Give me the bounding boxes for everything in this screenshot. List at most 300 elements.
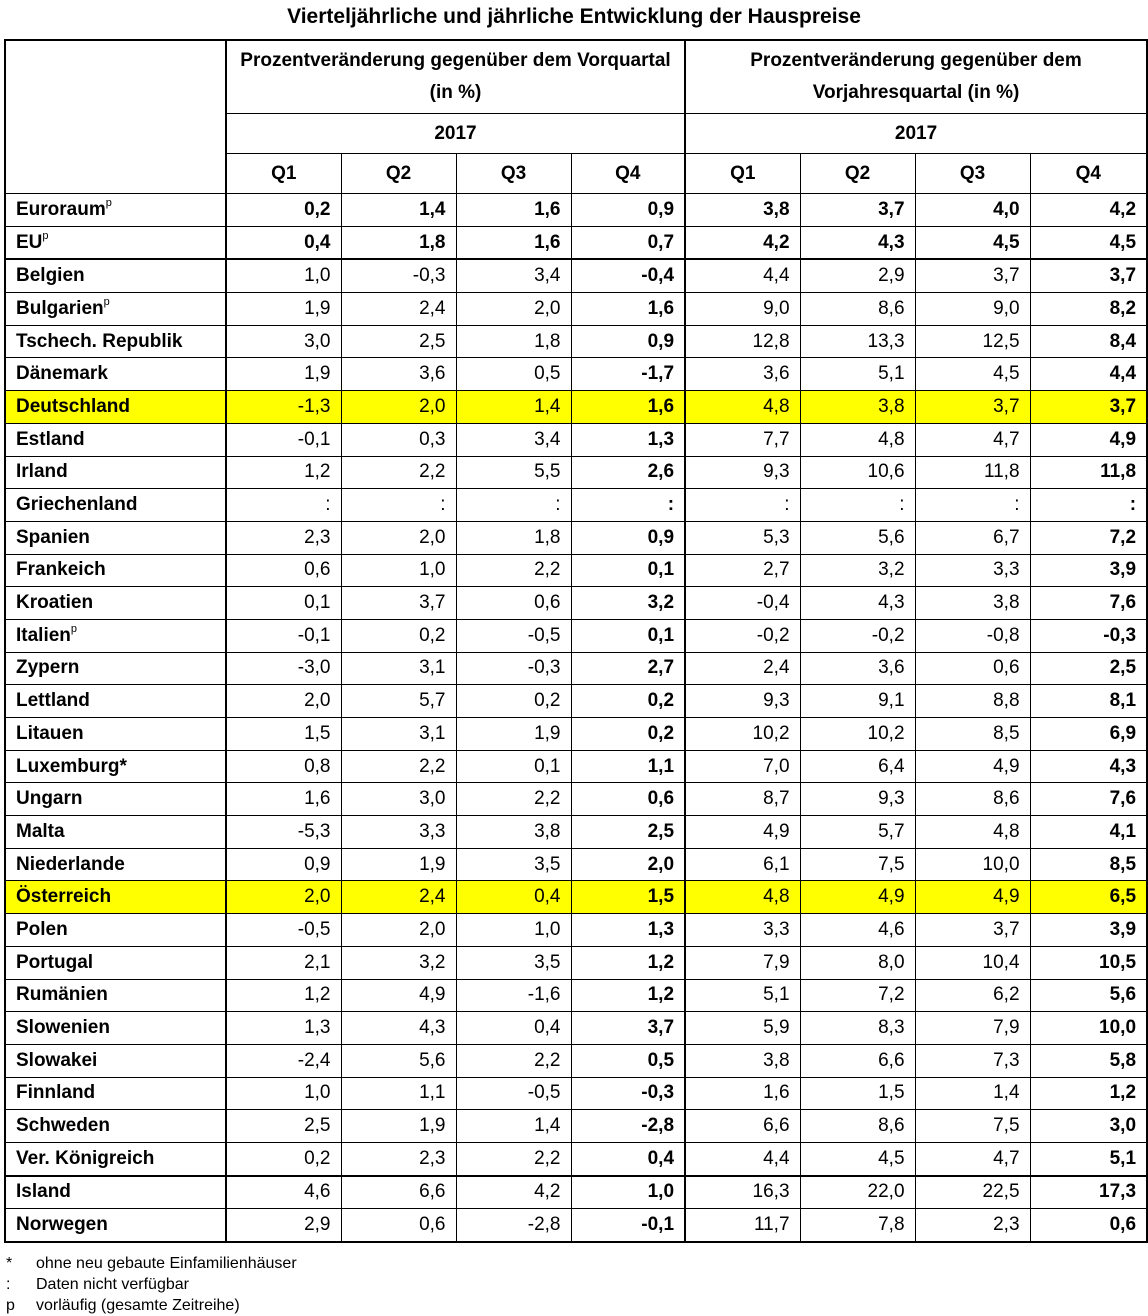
value-cell: 3,1: [341, 652, 456, 685]
value-cell: 6,9: [1030, 718, 1147, 751]
value-cell: 5,3: [685, 521, 800, 554]
footnote-text: Daten nicht verfügbar: [36, 1276, 189, 1293]
footnote-symbol: *: [6, 1255, 13, 1272]
value-cell: 8,6: [915, 783, 1030, 816]
table-row: [5, 816, 1147, 849]
country-name: Slowakei: [16, 1049, 98, 1071]
country-cell: [5, 554, 226, 587]
page-title: Vierteljährliche und jährliche Entwicklung der Hauspreise: [287, 5, 861, 28]
value-cell: 3,4: [456, 259, 571, 292]
value-cell: 10,4: [915, 946, 1030, 979]
value-cell: 2,2: [341, 456, 456, 489]
country-cell: [5, 293, 226, 326]
value-cell: 3,4: [456, 423, 571, 456]
value-cell: 8,5: [915, 718, 1030, 751]
value-cell: -1,3: [226, 391, 341, 424]
value-cell: :: [456, 489, 571, 522]
value-cell: 3,0: [226, 325, 341, 358]
value-cell: 0,1: [571, 554, 685, 587]
value-cell: -2,4: [226, 1044, 341, 1077]
table-row: [5, 1044, 1147, 1077]
value-cell: 4,9: [915, 881, 1030, 914]
value-cell: -5,3: [226, 816, 341, 849]
country-cell: [5, 619, 226, 652]
value-cell: 0,2: [571, 685, 685, 718]
value-cell: 3,8: [456, 816, 571, 849]
value-cell: 17,3: [1030, 1176, 1147, 1209]
value-cell: 0,1: [456, 750, 571, 783]
value-cell: 1,0: [456, 914, 571, 947]
country-cell: [5, 946, 226, 979]
country-name: Malta: [16, 820, 65, 842]
value-cell: 7,6: [1030, 783, 1147, 816]
table-row: [5, 783, 1147, 816]
value-cell: 0,2: [226, 194, 341, 227]
value-cell: 6,4: [800, 750, 915, 783]
country-name: Polen: [16, 918, 68, 940]
value-cell: :: [1030, 489, 1147, 522]
value-cell: 1,6: [226, 783, 341, 816]
value-cell: 1,2: [226, 979, 341, 1012]
value-cell: 4,5: [1030, 226, 1147, 259]
value-cell: 1,0: [226, 259, 341, 292]
value-cell: -1,6: [456, 979, 571, 1012]
header-group-vorquartal: Prozentveränderung gegenüber dem Vorquartal (in %): [226, 40, 685, 114]
value-cell: 10,6: [800, 456, 915, 489]
value-cell: 11,8: [915, 456, 1030, 489]
value-cell: 2,9: [800, 259, 915, 292]
value-cell: 2,0: [226, 685, 341, 718]
value-cell: 4,3: [800, 587, 915, 620]
value-cell: 5,1: [685, 979, 800, 1012]
value-cell: 0,7: [571, 226, 685, 259]
value-cell: 1,9: [226, 293, 341, 326]
country-cell: [5, 914, 226, 947]
value-cell: -1,7: [571, 358, 685, 391]
value-cell: 7,2: [1030, 521, 1147, 554]
country-cell: [5, 1176, 226, 1209]
value-cell: 2,2: [456, 554, 571, 587]
value-cell: 2,2: [341, 750, 456, 783]
value-cell: 3,2: [341, 946, 456, 979]
value-cell: 7,3: [915, 1044, 1030, 1077]
value-cell: 11,8: [1030, 456, 1147, 489]
value-cell: 2,0: [226, 881, 341, 914]
value-cell: 4,0: [915, 194, 1030, 227]
value-cell: -0,2: [685, 619, 800, 652]
country-name: Rumänien: [16, 984, 108, 1006]
table-row: [5, 979, 1147, 1012]
value-cell: 0,9: [571, 194, 685, 227]
table-row: [5, 1110, 1147, 1143]
country-name: Ver. Königreich: [16, 1147, 155, 1169]
value-cell: 10,2: [800, 718, 915, 751]
footnote-text: ohne neu gebaute Einfamilienhäuser: [36, 1255, 297, 1272]
country-cell: [5, 750, 226, 783]
value-cell: 2,1: [226, 946, 341, 979]
value-cell: 0,2: [571, 718, 685, 751]
value-cell: 3,5: [456, 946, 571, 979]
value-cell: 6,7: [915, 521, 1030, 554]
value-cell: 6,6: [800, 1044, 915, 1077]
value-cell: 8,4: [1030, 325, 1147, 358]
value-cell: 3,9: [1030, 554, 1147, 587]
header-quarter: Q1: [685, 154, 800, 194]
value-cell: 9,0: [685, 293, 800, 326]
value-cell: 4,8: [685, 391, 800, 424]
value-cell: 0,6: [571, 783, 685, 816]
value-cell: 5,5: [456, 456, 571, 489]
country-cell: [5, 652, 226, 685]
value-cell: 1,2: [571, 946, 685, 979]
value-cell: 4,6: [800, 914, 915, 947]
value-cell: -0,3: [1030, 619, 1147, 652]
value-cell: 7,5: [800, 848, 915, 881]
footnote-text: vorläufig (gesamte Zeitreihe): [36, 1297, 240, 1314]
country-name: Griechenland: [16, 494, 138, 516]
value-cell: 13,3: [800, 325, 915, 358]
country-cell: [5, 1012, 226, 1045]
value-cell: 0,4: [456, 1012, 571, 1045]
value-cell: 4,9: [685, 816, 800, 849]
value-cell: 1,0: [571, 1176, 685, 1209]
value-cell: 3,6: [685, 358, 800, 391]
value-cell: 8,3: [800, 1012, 915, 1045]
value-cell: 7,8: [800, 1209, 915, 1242]
country-cell: [5, 1077, 226, 1110]
value-cell: -0,5: [226, 914, 341, 947]
table-row: [5, 489, 1147, 522]
footnote-symbol: :: [6, 1276, 11, 1293]
value-cell: 0,5: [571, 1044, 685, 1077]
value-cell: -0,4: [685, 587, 800, 620]
value-cell: 12,5: [915, 325, 1030, 358]
provisional-marker: p: [42, 229, 49, 242]
value-cell: 4,7: [915, 1142, 1030, 1175]
value-cell: 3,7: [915, 391, 1030, 424]
value-cell: 2,3: [341, 1142, 456, 1175]
value-cell: 5,7: [800, 816, 915, 849]
country-name: Estland: [16, 428, 85, 450]
value-cell: 0,2: [341, 619, 456, 652]
value-cell: -0,3: [341, 259, 456, 292]
value-cell: 3,2: [800, 554, 915, 587]
value-cell: 2,5: [1030, 652, 1147, 685]
footnotes: [6, 1253, 297, 1316]
value-cell: 8,0: [800, 946, 915, 979]
value-cell: 4,9: [915, 750, 1030, 783]
value-cell: 8,8: [915, 685, 1030, 718]
table-row: [5, 587, 1147, 620]
header-corner: [5, 40, 226, 194]
value-cell: 3,9: [1030, 914, 1147, 947]
table-row: [5, 1012, 1147, 1045]
value-cell: 0,3: [341, 423, 456, 456]
header-year-1: 2017: [226, 114, 685, 154]
footnote-symbol: p: [6, 1297, 15, 1314]
value-cell: 4,2: [456, 1176, 571, 1209]
value-cell: 3,7: [341, 587, 456, 620]
value-cell: 7,0: [685, 750, 800, 783]
value-cell: -0,1: [226, 619, 341, 652]
country-name: Euroraum: [16, 198, 106, 220]
value-cell: 0,6: [226, 554, 341, 587]
value-cell: -0,5: [456, 1077, 571, 1110]
value-cell: 3,7: [571, 1012, 685, 1045]
country-name: Niederlande: [16, 853, 125, 875]
country-name: Zypern: [16, 657, 80, 679]
table-row: [5, 881, 1147, 914]
value-cell: 2,4: [685, 652, 800, 685]
value-cell: -3,0: [226, 652, 341, 685]
country-name: Bulgarien: [16, 297, 104, 319]
value-cell: 3,7: [915, 914, 1030, 947]
value-cell: :: [800, 489, 915, 522]
value-cell: 3,0: [1030, 1110, 1147, 1143]
provisional-marker: p: [103, 295, 110, 308]
value-cell: 10,0: [915, 848, 1030, 881]
value-cell: 7,5: [915, 1110, 1030, 1143]
value-cell: 5,9: [685, 1012, 800, 1045]
value-cell: 4,9: [341, 979, 456, 1012]
value-cell: 2,0: [341, 914, 456, 947]
country-cell: [5, 194, 226, 227]
value-cell: 1,1: [341, 1077, 456, 1110]
value-cell: 6,6: [685, 1110, 800, 1143]
value-cell: 22,0: [800, 1176, 915, 1209]
value-cell: 7,6: [1030, 587, 1147, 620]
value-cell: 6,5: [1030, 881, 1147, 914]
value-cell: -0,2: [800, 619, 915, 652]
value-cell: 4,3: [800, 226, 915, 259]
footnote: [6, 1274, 297, 1295]
value-cell: 6,2: [915, 979, 1030, 1012]
header-year-2: 2017: [685, 114, 1147, 154]
value-cell: 0,4: [571, 1142, 685, 1175]
table-row: [5, 521, 1147, 554]
header-quarter: Q4: [1030, 154, 1147, 194]
value-cell: 10,2: [685, 718, 800, 751]
value-cell: 0,6: [915, 652, 1030, 685]
country-cell: [5, 489, 226, 522]
country-cell: [5, 816, 226, 849]
value-cell: 0,4: [226, 226, 341, 259]
value-cell: 2,2: [456, 1044, 571, 1077]
country-name: Frankeich: [16, 559, 106, 581]
value-cell: 8,6: [800, 293, 915, 326]
value-cell: 2,0: [341, 521, 456, 554]
value-cell: 2,3: [226, 521, 341, 554]
provisional-marker: p: [70, 622, 78, 635]
value-cell: 4,1: [1030, 816, 1147, 849]
country-cell: [5, 587, 226, 620]
value-cell: 0,5: [456, 358, 571, 391]
value-cell: 9,0: [915, 293, 1030, 326]
value-cell: 5,1: [800, 358, 915, 391]
value-cell: 4,2: [1030, 194, 1147, 227]
table-row: [5, 358, 1147, 391]
country-cell: [5, 1209, 226, 1242]
header-quarter: Q3: [456, 154, 571, 194]
value-cell: 4,3: [341, 1012, 456, 1045]
value-cell: 1,5: [800, 1077, 915, 1110]
country-cell: [5, 979, 226, 1012]
country-name: Spanien: [16, 526, 90, 548]
country-cell: [5, 456, 226, 489]
footnote: [6, 1295, 297, 1316]
value-cell: -0,1: [226, 423, 341, 456]
value-cell: 2,7: [571, 652, 685, 685]
country-cell: [5, 521, 226, 554]
value-cell: 0,6: [341, 1209, 456, 1242]
value-cell: 1,4: [456, 391, 571, 424]
value-cell: 9,1: [800, 685, 915, 718]
country-cell: [5, 226, 226, 259]
value-cell: 6,1: [685, 848, 800, 881]
country-name: Tschech. Republik: [16, 330, 183, 352]
value-cell: -2,8: [456, 1209, 571, 1242]
country-cell: [5, 783, 226, 816]
value-cell: 5,6: [1030, 979, 1147, 1012]
value-cell: 3,3: [915, 554, 1030, 587]
value-cell: 1,6: [571, 293, 685, 326]
table-row: [5, 1176, 1147, 1209]
value-cell: 1,2: [1030, 1077, 1147, 1110]
value-cell: 4,4: [685, 259, 800, 292]
value-cell: 5,1: [1030, 1142, 1147, 1175]
value-cell: 7,2: [800, 979, 915, 1012]
value-cell: 1,4: [341, 194, 456, 227]
table-row: [5, 293, 1147, 326]
value-cell: 1,3: [571, 914, 685, 947]
value-cell: -0,5: [456, 619, 571, 652]
country-name: Irland: [16, 461, 68, 483]
value-cell: 4,8: [685, 881, 800, 914]
table-row: [5, 423, 1147, 456]
table-row: [5, 652, 1147, 685]
value-cell: 0,6: [1030, 1209, 1147, 1242]
value-cell: 2,2: [456, 1142, 571, 1175]
value-cell: 1,6: [456, 226, 571, 259]
value-cell: -0,1: [571, 1209, 685, 1242]
value-cell: -0,4: [571, 259, 685, 292]
value-cell: 8,1: [1030, 685, 1147, 718]
value-cell: 1,6: [685, 1077, 800, 1110]
value-cell: 5,7: [341, 685, 456, 718]
country-cell: [5, 1044, 226, 1077]
header-quarter: Q2: [341, 154, 456, 194]
header-quarter: Q4: [571, 154, 685, 194]
value-cell: 4,6: [226, 1176, 341, 1209]
value-cell: 2,4: [341, 293, 456, 326]
value-cell: 0,2: [226, 1142, 341, 1175]
value-cell: 4,2: [685, 226, 800, 259]
table-row: [5, 194, 1147, 227]
value-cell: 1,9: [226, 358, 341, 391]
value-cell: 16,3: [685, 1176, 800, 1209]
value-cell: 10,5: [1030, 946, 1147, 979]
value-cell: 9,3: [800, 783, 915, 816]
value-cell: 12,8: [685, 325, 800, 358]
country-name: Belgien: [16, 265, 85, 287]
value-cell: 1,8: [456, 325, 571, 358]
table-row: [5, 619, 1147, 652]
value-cell: 1,8: [341, 226, 456, 259]
country-cell: [5, 881, 226, 914]
country-name: Litauen: [16, 722, 84, 744]
country-cell: [5, 685, 226, 718]
value-cell: 3,7: [1030, 259, 1147, 292]
country-name: Deutschland: [16, 395, 131, 417]
value-cell: -0,3: [456, 652, 571, 685]
table-row: [5, 1142, 1147, 1175]
value-cell: 0,9: [571, 325, 685, 358]
value-cell: 2,9: [226, 1209, 341, 1242]
table-row: [5, 946, 1147, 979]
value-cell: 4,5: [915, 358, 1030, 391]
value-cell: 3,6: [341, 358, 456, 391]
value-cell: :: [571, 489, 685, 522]
value-cell: 4,7: [915, 423, 1030, 456]
value-cell: 3,8: [685, 194, 800, 227]
table-body: [5, 194, 1147, 1243]
value-cell: -0,8: [915, 619, 1030, 652]
value-cell: 1,8: [456, 521, 571, 554]
value-cell: 2,7: [685, 554, 800, 587]
value-cell: 2,2: [456, 783, 571, 816]
value-cell: 2,0: [571, 848, 685, 881]
country-name: Lettland: [16, 690, 90, 712]
table-row: [5, 848, 1147, 881]
value-cell: 4,4: [1030, 358, 1147, 391]
value-cell: 0,9: [226, 848, 341, 881]
value-cell: 1,2: [571, 979, 685, 1012]
table-row: [5, 259, 1147, 292]
value-cell: 2,3: [915, 1209, 1030, 1242]
value-cell: 3,0: [341, 783, 456, 816]
value-cell: 8,5: [1030, 848, 1147, 881]
value-cell: 4,5: [800, 1142, 915, 1175]
table-row: [5, 718, 1147, 751]
value-cell: 9,3: [685, 685, 800, 718]
table-row: [5, 1209, 1147, 1242]
value-cell: 5,8: [1030, 1044, 1147, 1077]
value-cell: 1,9: [341, 1110, 456, 1143]
header-quarter: Q3: [915, 154, 1030, 194]
value-cell: 3,3: [341, 816, 456, 849]
value-cell: 3,8: [800, 391, 915, 424]
value-cell: 3,6: [800, 652, 915, 685]
value-cell: 3,3: [685, 914, 800, 947]
country-cell: [5, 718, 226, 751]
value-cell: 1,2: [226, 456, 341, 489]
value-cell: 4,4: [685, 1142, 800, 1175]
provisional-marker: p: [105, 196, 112, 209]
table-row: [5, 554, 1147, 587]
value-cell: 4,8: [915, 816, 1030, 849]
value-cell: 0,6: [456, 587, 571, 620]
value-cell: 0,2: [456, 685, 571, 718]
country-cell: [5, 848, 226, 881]
value-cell: 10,0: [1030, 1012, 1147, 1045]
value-cell: 4,9: [800, 881, 915, 914]
country-name: Kroatien: [16, 592, 94, 614]
country-name: Luxemburg*: [16, 755, 127, 777]
value-cell: 4,3: [1030, 750, 1147, 783]
value-cell: 7,7: [685, 423, 800, 456]
country-cell: [5, 1142, 226, 1175]
value-cell: 2,5: [571, 816, 685, 849]
